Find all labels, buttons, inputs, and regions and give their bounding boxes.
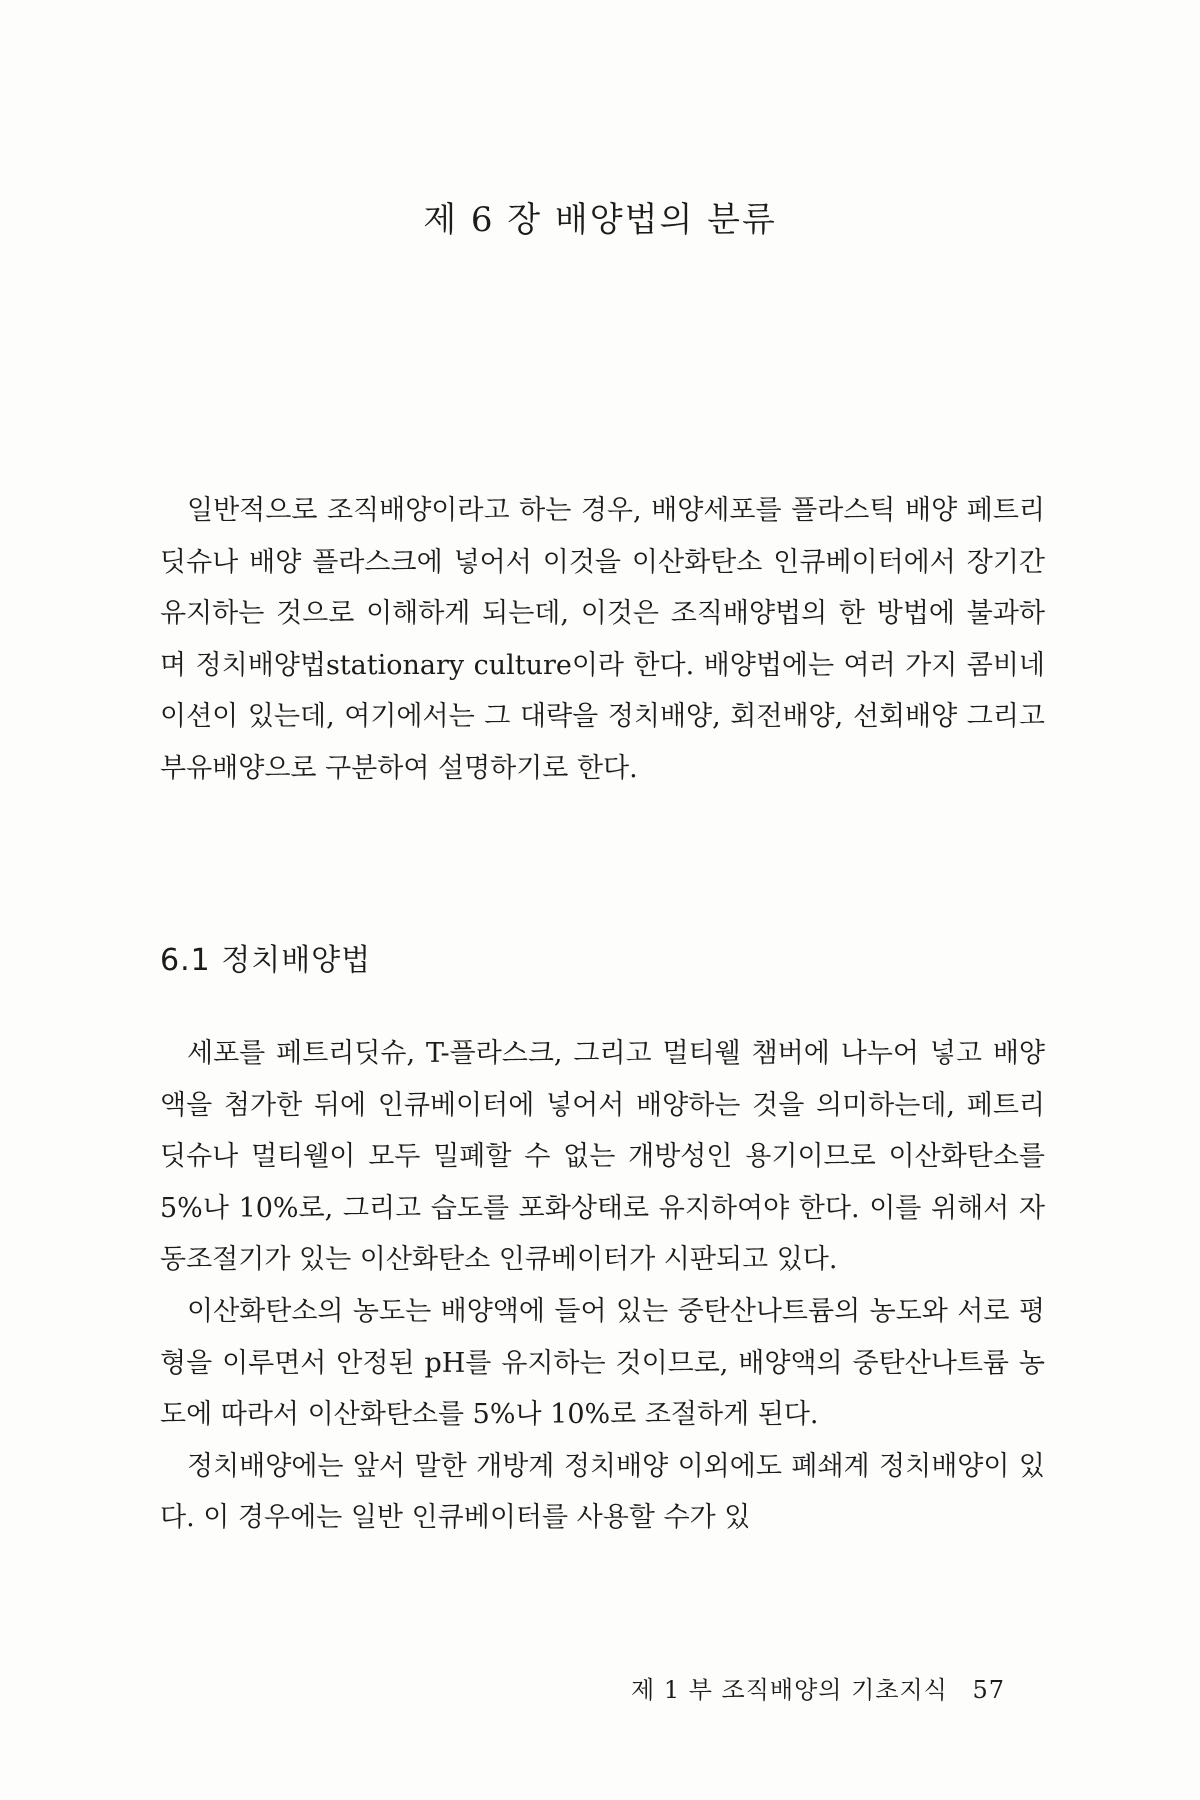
section-heading: 6.1 정치배양법	[160, 943, 372, 978]
chapter-title: 제 6 장 배양법의 분류	[423, 200, 777, 240]
intro-paragraph: 일반적으로 조직배양이라고 하는 경우, 배양세포를 플라스틱 배양 페트리딧슈나 배양 플라스크에 넣어서 이것을 이산화탄소 인큐베이터에서 장기간 유지하는 것으로 이해하게 되는데, 이것은 조직배양법의 한 방법에 불과하며 정치배양법stationary culture이라 한다. 배양법에는 여러 가지 콤비네이션이 있는데, 여기에서는 그 대략을 정치배양, 회전배양, 선회배양 그리고 부유배양으로 구분하여 설명하기로 한다.	[160, 495, 1045, 784]
footer-part-title: 제 1 부 조직배양의 기초지식	[631, 1676, 948, 1704]
section-paragraph-2: 이산화탄소의 농도는 배양액에 들어 있는 중탄산나트륨의 농도와 서로 평형을 이루면서 안정된 pH를 유지하는 것이므로, 배양액의 중탄산나트륨 농도에 따라서 이산화탄소를 5%나 10%로 조절하게 된다.	[160, 1295, 1045, 1431]
section-text	[160, 1028, 1045, 1544]
intro-text	[160, 485, 1045, 795]
page-number: 57	[972, 1676, 1005, 1704]
page-footer	[0, 1670, 1005, 1705]
section-paragraph-3: 정치배양에는 앞서 말한 개방계 정치배양 이외에도 폐쇄계 정치배양이 있다. 이 경우에는 일반 인큐베이터를 사용할 수가 있	[160, 1450, 1045, 1534]
section-paragraph-1: 세포를 페트리딧슈, T-플라스크, 그리고 멀티웰 챔버에 나누어 넣고 배양액을 첨가한 뒤에 인큐베이터에 넣어서 배양하는 것을 의미하는데, 페트리딧슈나 멀티웰이 모두 밀폐할 수 없는 개방성인 용기이므로 이산화탄소를 5%나 10%로, 그리고 습도를 포화상태로 유지하여야 한다. 이를 위해서 자동조절기가 있는 이산화탄소 인큐베이터가 시판되고 있다.	[160, 1038, 1045, 1276]
